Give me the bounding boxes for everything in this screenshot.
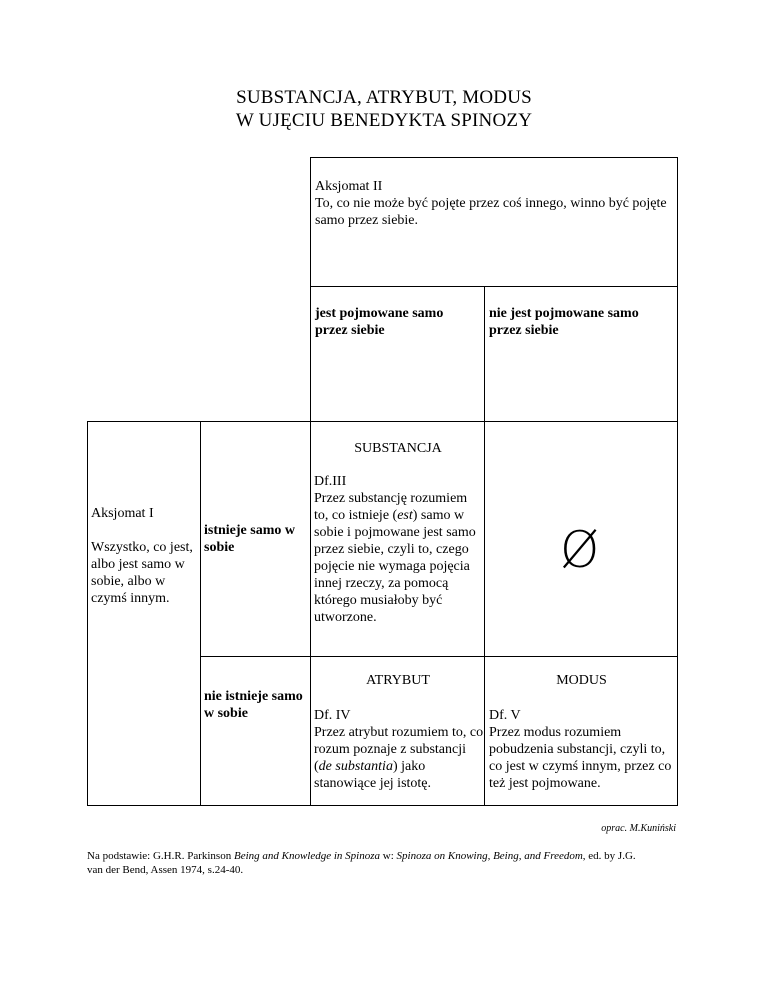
attribute-name: ATRYBUT bbox=[366, 673, 430, 688]
source-citation bbox=[87, 849, 647, 877]
grid-line-attribute-top bbox=[200, 656, 678, 657]
column-header-not-conceived-by-itself: nie jest pojmowane samo przez siebie bbox=[489, 306, 639, 338]
grid-line-col-1 bbox=[310, 157, 311, 806]
page-title-line-2: W UJĘCIU BENEDYKTA SPINOZY bbox=[235, 110, 533, 131]
column-header-conceived-by-itself: jest pojmowane samo przez siebie bbox=[315, 306, 444, 338]
source-book-title: Being and Knowledge in Spinoza bbox=[233, 850, 381, 862]
author-credit: oprac. M.Kuniński bbox=[601, 823, 676, 834]
substance-definition-text-post: ) samo w sobie i pojmowane jest samo przez siebie, czyli to, czego pojęcie nie wymaga pojęcia innej rzeczy, za pomocą którego musiałoby być utworzone. bbox=[314, 508, 476, 625]
axiom-1-text: Wszystko, co jest, albo jest samo w sobie, albo w czymś innym. bbox=[91, 540, 193, 606]
grid-line-bottom bbox=[87, 805, 678, 806]
mode-definition bbox=[489, 707, 676, 792]
source-suffix: , ed. by J.G. van der Bend, Assen 1974, s.24-40. bbox=[87, 850, 636, 876]
attribute-definition-text-italic: de substantia bbox=[318, 759, 393, 774]
grid-line-right bbox=[677, 157, 678, 806]
empty-set-symbol: Ø bbox=[560, 521, 600, 579]
grid-line-col-2 bbox=[484, 286, 485, 806]
row-header-exists-in-itself: istnieje samo w sobie bbox=[204, 523, 295, 555]
substance-definition-text-italic: est bbox=[397, 508, 413, 523]
grid-line-left bbox=[87, 421, 88, 806]
substance-definition-label: Df.III bbox=[314, 474, 347, 489]
mode-name: MODUS bbox=[556, 673, 607, 688]
source-mid: w: bbox=[380, 850, 397, 862]
substance-name: SUBSTANCJA bbox=[354, 441, 442, 456]
axiom-2-heading: Aksjomat II bbox=[315, 179, 383, 194]
source-prefix: Na podstawie: G.H.R. Parkinson bbox=[87, 850, 234, 862]
mode-definition-text: Przez modus rozumiem pobudzenia substancji, czyli to, co jest w czymś innym, przez co też jest pojmowane. bbox=[489, 725, 672, 791]
grid-line-header-top bbox=[310, 286, 678, 287]
mode-definition-label: Df. V bbox=[489, 708, 521, 723]
axiom-2-text: To, co nie może być pojęte przez coś innego, winno być pojęte samo przez siebie. bbox=[315, 196, 667, 228]
substance-definition bbox=[314, 473, 482, 626]
attribute-definition-label: Df. IV bbox=[314, 708, 351, 723]
axiom-1-heading: Aksjomat I bbox=[91, 506, 154, 521]
grid-line-row-header bbox=[200, 421, 201, 806]
row-header-not-exists-in-itself: nie istnieje samo w sobie bbox=[204, 689, 303, 721]
attribute-definition bbox=[314, 707, 484, 792]
attribute-definition-text-pre: Przez atrybut rozumiem to, co rozum poznaje z substancji ( bbox=[314, 725, 484, 774]
source-collection-title: Spinoza on Knowing, Being, and Freedom bbox=[396, 850, 583, 862]
substance-definition-text-pre: Przez substancję rozumiem to, co istnieje ( bbox=[314, 491, 468, 523]
page-title-line-1: SUBSTANCJA, ATRYBUT, MODUS bbox=[236, 87, 532, 108]
grid-line-top bbox=[310, 157, 678, 158]
grid-line-substance-top bbox=[87, 421, 678, 422]
attribute-definition-text-post: ) jako stanowiące jej istotę. bbox=[314, 759, 432, 791]
